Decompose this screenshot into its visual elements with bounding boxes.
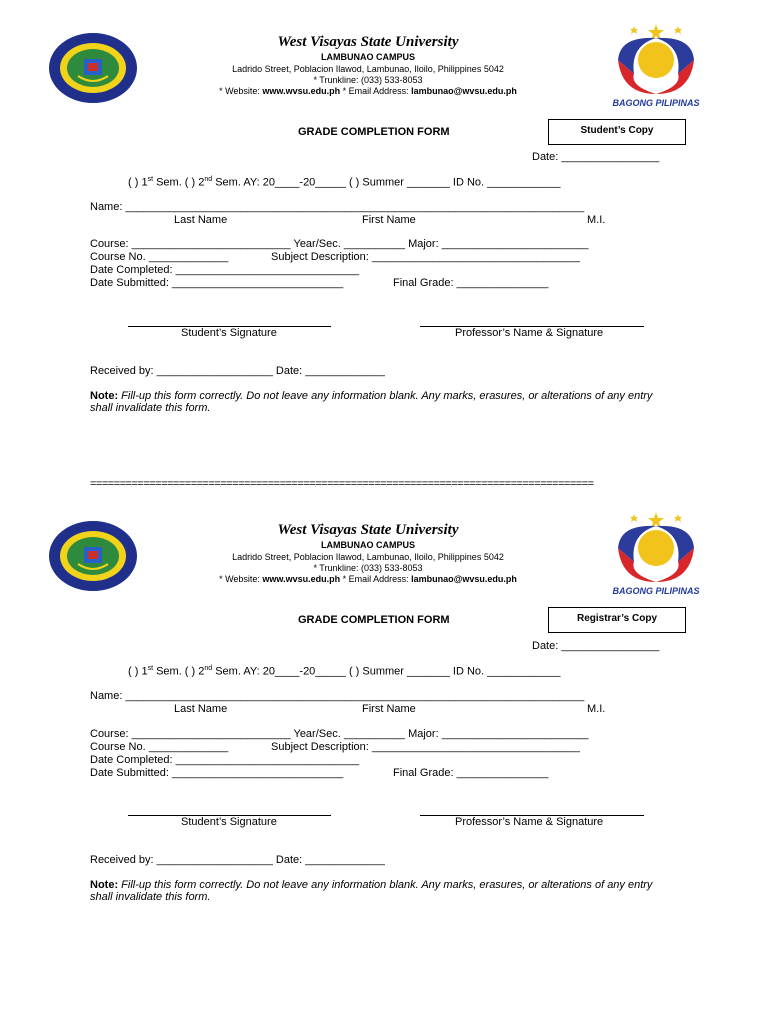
ay-summer-id[interactable]: Sem. AY: 20____-20_____ ( ) Summer _______ ID No. ____________ [212,665,561,678]
address: Ladrido Street, Poblacion Ilawod, Lambunao, Iloilo, Philippines 5042 [232,64,504,74]
note-label: Note: [90,390,119,402]
sem-first-sup: st [147,665,154,672]
student-copy-form [0,0,768,440]
sem-second[interactable]: Sem. ( ) 2 [153,665,205,678]
copy-label-box: Registrar’s Copy [548,607,686,633]
email-prefix: * Email Address: [340,574,412,584]
first-name-label: First Name [362,214,416,226]
bagong-pilipinas-logo-icon [600,16,712,110]
course-no-field[interactable]: Course No. _____________ [90,741,229,753]
student-signature-label: Student’s Signature [181,816,277,828]
last-name-label: Last Name [174,214,228,226]
sem-first[interactable]: ( ) 1 [128,665,148,678]
note-text: Fill-up this form correctly. Do not leave any information blank. Any marks, erasures, or alterations of any entry shall invalidate this form. [90,879,653,903]
professor-signature-label: Professor’s Name & Signature [455,816,604,828]
date-completed-field[interactable]: Date Completed: ______________________________ [90,754,360,766]
sem-second-sup: nd [204,176,213,183]
semester-line[interactable] [128,176,561,189]
received-by-field[interactable]: Received by: ___________________ Date: _____________ [90,365,385,377]
website-prefix: * Website: [219,574,263,584]
sem-first-sup: st [147,176,154,183]
form-title: GRADE COMPLETION FORM [298,614,450,626]
website-prefix: * Website: [219,86,263,96]
trunkline: * Trunkline: (033) 533-8053 [313,75,423,85]
date-field[interactable]: Date: ________________ [532,640,660,652]
last-name-label: Last Name [174,703,228,715]
form-title: GRADE COMPLETION FORM [298,126,450,138]
email: lambunao@wvsu.edu.ph [411,574,517,584]
course-field[interactable]: Course: __________________________ Year/Sec. __________ Major: ________________________ [90,728,589,740]
date-submitted-field[interactable]: Date Submitted: ____________________________ [90,767,344,779]
name-field[interactable]: Name: ___________________________________________________________________________ [90,690,585,702]
registrar-copy-form [0,488,768,928]
sem-second-sup: nd [204,665,213,672]
form-note [90,390,678,414]
bagong-pilipinas-label: BAGONG PILIPINAS [612,98,700,108]
sem-first[interactable]: ( ) 1 [128,176,148,189]
website: www.wvsu.edu.ph [262,86,341,96]
campus-name: LAMBUNAO CAMPUS [321,540,415,550]
ay-summer-id[interactable]: Sem. AY: 20____-20_____ ( ) Summer _______ ID No. ____________ [212,176,561,189]
sem-second[interactable]: Sem. ( ) 2 [153,176,205,189]
received-by-field[interactable]: Received by: ___________________ Date: _____________ [90,854,385,866]
email-prefix: * Email Address: [340,86,412,96]
campus-name: LAMBUNAO CAMPUS [321,52,415,62]
note-label: Note: [90,879,119,891]
mi-label: M.I. [587,703,606,715]
subject-description-field[interactable]: Subject Description: __________________________________ [271,251,580,263]
first-name-label: First Name [362,703,416,715]
professor-signature-label: Professor’s Name & Signature [455,327,604,339]
course-field[interactable]: Course: __________________________ Year/Sec. __________ Major: ________________________ [90,238,589,250]
semester-line[interactable] [128,665,561,678]
date-submitted-field[interactable]: Date Submitted: ____________________________ [90,277,344,289]
final-grade-field[interactable]: Final Grade: _______________ [393,277,549,289]
final-grade-field[interactable]: Final Grade: _______________ [393,767,549,779]
website: www.wvsu.edu.ph [262,574,341,584]
email: lambunao@wvsu.edu.ph [411,86,517,96]
note-text: Fill-up this form correctly. Do not leave any information blank. Any marks, erasures, or alterations of any entry shall invalidate this form. [90,390,653,414]
cut-divider: ===================================================================================== [90,478,594,490]
university-name: West Visayas State University [277,522,459,538]
date-completed-field[interactable]: Date Completed: ______________________________ [90,264,360,276]
form-note [90,879,678,903]
address: Ladrido Street, Poblacion Ilawod, Lambunao, Iloilo, Philippines 5042 [232,552,504,562]
mi-label: M.I. [587,214,606,226]
bagong-pilipinas-label: BAGONG PILIPINAS [612,586,700,596]
subject-description-field[interactable]: Subject Description: __________________________________ [271,741,580,753]
copy-label-box: Student’s Copy [548,119,686,145]
trunkline: * Trunkline: (033) 533-8053 [313,563,423,573]
student-signature-label: Student’s Signature [181,327,277,339]
university-name: West Visayas State University [277,34,459,50]
course-no-field[interactable]: Course No. _____________ [90,251,229,263]
date-field[interactable]: Date: ________________ [532,151,660,163]
bagong-pilipinas-logo-icon [600,504,712,598]
name-field[interactable]: Name: ___________________________________________________________________________ [90,201,585,213]
